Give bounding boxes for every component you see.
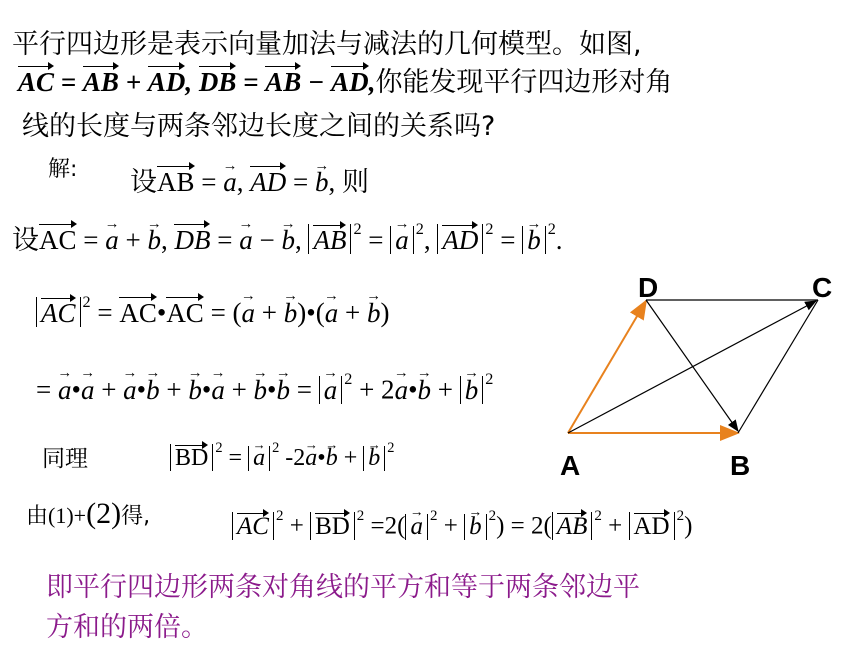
similarly-label: 同理 [42,446,88,472]
solution-label: 解: [48,157,78,182]
formula-expand: = → a•→ a + → a•→ b + → b•→ a + → b•→ b = → a $^2$ + 2→ a•→ b + → b $^2$ [36,370,493,406]
vertex-label-d: D [638,272,659,303]
formula-set: 设AC = → a + → b, DB = → a − → b, AB $^2$ = → a $^2$, AD $^2$ = → b $^2$. [12,218,563,257]
formula-bd: BD $^2$ = → a $^2$ -2→ a•→ b + → b $^2$ [170,440,394,472]
formula-let: 设AB = → a, AD = → b, 则 [130,160,369,199]
formula-result: AC $^2$ + BD $^2$ =2(→ a $^2$ + → b $^2$) = 2( AB $^2$ + AD $^2$) [232,508,692,541]
from-label: 由(1)+(2)得, [26,497,151,530]
intro-question: 你能发现平行四边形对角 [375,67,673,98]
intro-formula-line: AC = AB + AD, DB = AB − AD,你能发现平行四边形对角 [18,67,673,98]
intro-line-3: 线的长度与两条邻边长度之间的关系吗? [22,111,496,142]
side-ad [568,301,646,433]
formula-ac-squared: AC $^2$ = AC•AC = (→ a + → b)•(→ a + → b) [36,293,389,329]
vertex-label-b: B [730,450,751,481]
diagonal-ac [568,301,816,433]
vertex-label-c: C [812,272,833,303]
conclusion-line-1: 即平行四边形两条对角线的平方和等于两条邻边平 [46,572,640,603]
diagonal-db [646,300,738,431]
conclusion-line-2: 方和的两倍。 [46,612,208,643]
vertex-label-a: A [560,450,581,481]
intro-line-1: 平行四边形是表示向量加法与减法的几何模型。如图, [12,29,642,60]
side-bc [738,300,818,433]
